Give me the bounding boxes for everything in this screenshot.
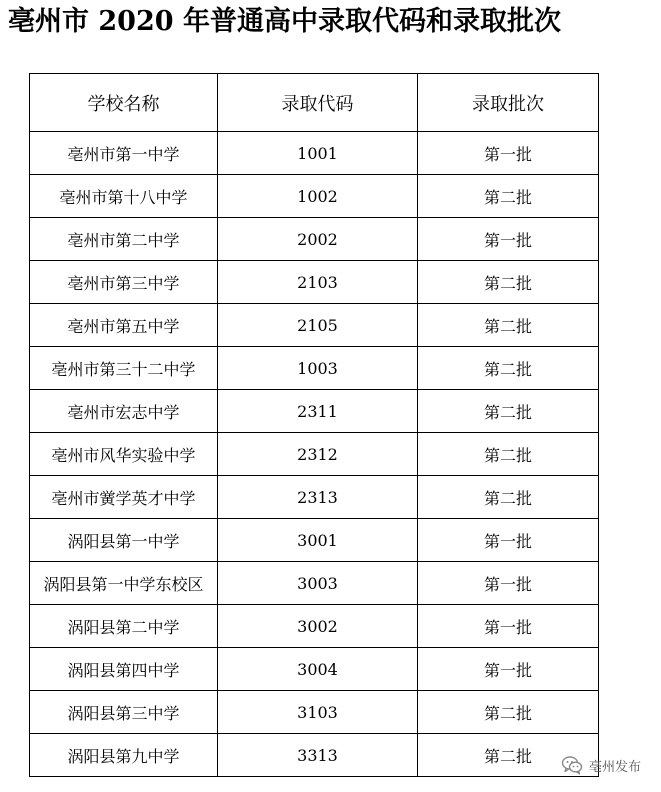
admission-batch-cell: 第一批 (418, 132, 599, 175)
school-name-cell: 亳州市第十八中学 (30, 175, 218, 218)
table-row (30, 519, 599, 562)
school-name-cell: 涡阳县第一中学 (30, 519, 218, 562)
admission-batch-cell: 第一批 (418, 519, 599, 562)
admission-code-cell: 3313 (218, 734, 418, 777)
admission-batch-cell: 第二批 (418, 734, 599, 777)
admission-code-cell: 1001 (218, 132, 418, 175)
admission-code-cell: 1002 (218, 175, 418, 218)
table-row (30, 390, 599, 433)
column-header-admission-code: 录取代码 (218, 74, 418, 132)
school-name-cell: 涡阳县第一中学东校区 (30, 562, 218, 605)
table-row (30, 347, 599, 390)
admission-batch-cell: 第二批 (418, 691, 599, 734)
school-name-cell: 亳州市第二中学 (30, 218, 218, 261)
table-row (30, 218, 599, 261)
school-name-cell: 亳州市黉学英才中学 (30, 476, 218, 519)
table-row (30, 648, 599, 691)
admission-code-cell: 2105 (218, 304, 418, 347)
table-row (30, 562, 599, 605)
admission-code-cell: 2312 (218, 433, 418, 476)
admission-code-cell: 3004 (218, 648, 418, 691)
school-name-cell: 涡阳县第二中学 (30, 605, 218, 648)
table-row (30, 304, 599, 347)
admission-code-cell: 3103 (218, 691, 418, 734)
column-header-school-name: 学校名称 (30, 74, 218, 132)
table-row (30, 734, 599, 777)
table-row (30, 132, 599, 175)
school-name-cell: 亳州市第三十二中学 (30, 347, 218, 390)
school-name-cell: 亳州市第五中学 (30, 304, 218, 347)
admission-table-container (29, 73, 598, 777)
table-row (30, 261, 599, 304)
school-name-cell: 亳州市风华实验中学 (30, 433, 218, 476)
column-header-admission-batch: 录取批次 (418, 74, 599, 132)
admission-batch-cell: 第二批 (418, 390, 599, 433)
admission-code-cell: 2311 (218, 390, 418, 433)
school-name-cell: 涡阳县第三中学 (30, 691, 218, 734)
admission-code-cell: 2313 (218, 476, 418, 519)
school-name-cell: 涡阳县第九中学 (30, 734, 218, 777)
admission-code-cell: 3001 (218, 519, 418, 562)
table-row (30, 476, 599, 519)
table-row (30, 605, 599, 648)
admission-batch-cell: 第二批 (418, 347, 599, 390)
admission-batch-cell: 第一批 (418, 562, 599, 605)
watermark-text: 亳州发布 (588, 759, 641, 775)
table-header-row (30, 74, 599, 132)
admission-batch-cell: 第二批 (418, 175, 599, 218)
admission-batch-cell: 第一批 (418, 605, 599, 648)
table-body (30, 132, 599, 777)
school-name-cell: 亳州市第一中学 (30, 132, 218, 175)
admission-batch-cell: 第二批 (418, 261, 599, 304)
admission-batch-cell: 第一批 (418, 218, 599, 261)
admission-batch-cell: 第二批 (418, 476, 599, 519)
school-name-cell: 亳州市第三中学 (30, 261, 218, 304)
admission-batch-cell: 第二批 (418, 304, 599, 347)
admission-code-cell: 2002 (218, 218, 418, 261)
page-title: 亳州市 2020 年普通高中录取代码和录取批次 (8, 6, 561, 37)
watermark (561, 754, 641, 776)
admission-code-cell: 3002 (218, 605, 418, 648)
admission-code-cell: 2103 (218, 261, 418, 304)
table-row (30, 175, 599, 218)
table-row (30, 691, 599, 734)
admission-table (29, 73, 599, 777)
school-name-cell: 亳州市宏志中学 (30, 390, 218, 433)
admission-batch-cell: 第二批 (418, 433, 599, 476)
table-row (30, 433, 599, 476)
admission-code-cell: 1003 (218, 347, 418, 390)
school-name-cell: 涡阳县第四中学 (30, 648, 218, 691)
admission-code-cell: 3003 (218, 562, 418, 605)
admission-batch-cell: 第一批 (418, 648, 599, 691)
wechat-chat-icon (561, 754, 583, 776)
